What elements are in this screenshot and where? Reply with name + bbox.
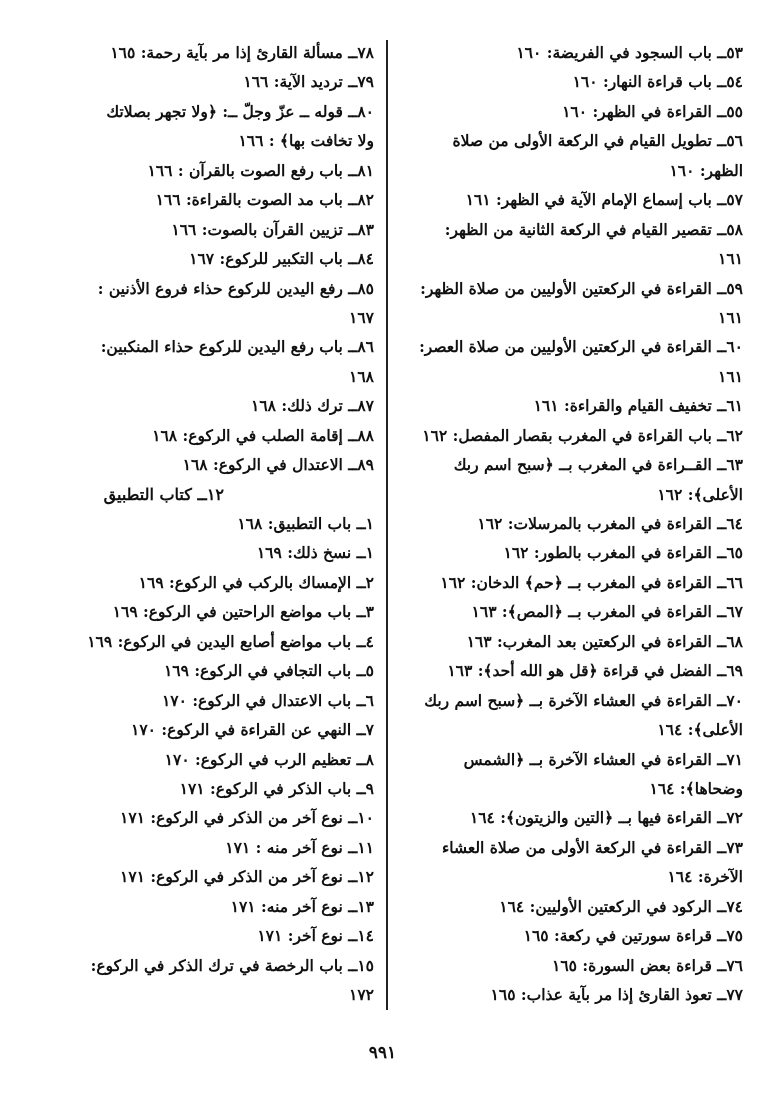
index-entry: ١٥ــ باب الرخصة في ترك الذكر في الركوع: xyxy=(90,955,374,975)
index-entry: ٨ــ تعظيم الرب في الركوع: ١٧٠ xyxy=(164,749,374,769)
index-entry: ١١ــ نوع آخر منه : ١٧١ xyxy=(225,837,374,857)
index-entry-continuation: ١٦٧ xyxy=(349,307,374,327)
index-entry: ٧٩ــ ترديد الآية: ١٦٦ xyxy=(243,72,374,92)
index-entry: ٨٥ــ رفع اليدين للركوع حذاء فروع الأذنين : xyxy=(97,278,374,298)
index-entry: ١ــ باب التطبيق: ١٦٨ xyxy=(237,514,374,533)
index-entry-continuation: ١٦١ xyxy=(718,249,743,269)
index-entry: ٧٢ــ القراءة فيها بــ ﴿التين والزيتون﴾: ١٦٤ xyxy=(469,808,743,828)
page-number: ٩٩١ xyxy=(368,1043,397,1063)
index-entry: ٣ــ باب مواضع الراحتين في الركوع: ١٦٩ xyxy=(112,602,374,622)
index-entry: ٨٧ــ ترك ذلك: ١٦٨ xyxy=(251,396,374,416)
index-entry: ٦٤ــ القراءة في المغرب بالمرسلات: ١٦٢ xyxy=(477,514,743,533)
index-entry-continuation: الآخرة: ١٦٤ xyxy=(667,867,743,887)
index-entry: ٦٠ــ القراءة في الركعتين الأوليين من صلاة العصر: xyxy=(419,337,743,357)
column-divider xyxy=(386,40,388,1010)
index-entry: ٦٥ــ القراءة في المغرب بالطور: ١٦٢ xyxy=(503,543,743,563)
index-entry: ٧٠ــ القراءة في العشاء الآخرة بــ ﴿سبح اسم ربك xyxy=(424,690,743,710)
index-entry: ٨٨ــ إقامة الصلب في الركوع: ١٦٨ xyxy=(152,425,374,445)
index-entry: ١٠ــ نوع آخر من الذكر في الركوع: ١٧١ xyxy=(120,808,374,828)
index-entry-continuation: ولا تخافت بها﴾ : ١٦٦ xyxy=(238,131,374,151)
index-entry: ٥٤ــ باب قراءة النهار: ١٦٠ xyxy=(572,72,743,92)
index-entry: ٦٨ــ القراءة في الركعتين بعد المغرب: ١٦٣ xyxy=(466,631,743,651)
index-entry-continuation: الأعلى﴾: ١٦٤ xyxy=(657,720,743,740)
index-entry-continuation: الظهر: ١٦٠ xyxy=(669,160,743,180)
index-entry: ٥٦ــ تطويل القيام في الركعة الأولى من صلاة xyxy=(452,131,743,151)
index-entry: ٥٩ــ القراءة في الركعتين الأوليين من صلاة الظهر: xyxy=(420,278,743,298)
index-entry: ٦٣ــ القــراءة في المغرب بــ ﴿سبح اسم ربك xyxy=(453,455,743,475)
index-entry: ٨٤ــ باب التكبير للركوع: ١٦٧ xyxy=(189,249,374,269)
index-entry: ٥٥ــ القراءة في الظهر: ١٦٠ xyxy=(562,101,743,121)
index-entry: ٨٣ــ تزيين القرآن بالصوت: ١٦٦ xyxy=(171,219,374,239)
index-entry: ٥٨ــ تقصير القيام في الركعة الثانية من الظهر: xyxy=(444,219,743,239)
index-entry: ٧٦ــ قراءة بعض السورة: ١٦٥ xyxy=(552,955,743,975)
index-entry: ٥٣ــ باب السجود في الفريضة: ١٦٠ xyxy=(516,43,743,62)
index-entry: ٨٢ــ باب مد الصوت بالقراءة: ١٦٦ xyxy=(155,190,374,210)
index-entry-continuation: الأعلى﴾: ١٦٢ xyxy=(657,484,743,504)
section-heading: ١٢ــ كتاب التطبيق xyxy=(103,484,224,504)
index-entry: ٥ــ باب التجافي في الركوع: ١٦٩ xyxy=(163,661,374,681)
index-entry: ١٤ــ نوع آخر: ١٧١ xyxy=(257,926,374,946)
left-column xyxy=(87,38,374,1009)
index-entry-continuation: ١٦٨ xyxy=(349,366,374,386)
index-entry: ٧١ــ القراءة في العشاء الآخرة بــ ﴿الشمس xyxy=(463,749,743,769)
index-entry: ٦ــ باب الاعتدال في الركوع: ١٧٠ xyxy=(161,690,374,710)
index-entry: ٧ــ النهي عن القراءة في الركوع: ١٧٠ xyxy=(131,720,374,740)
index-entry: ٨٠ــ قوله ــ عزّ وجلّ ــ: ﴿ولا تجهر بصلاتك xyxy=(106,101,374,121)
index-entry: ٨٩ــ الاعتدال في الركوع: ١٦٨ xyxy=(182,455,374,475)
index-entry: ٥٧ــ باب إسماع الإمام الآية في الظهر: ١٦١ xyxy=(465,190,743,210)
index-entry: ١٢ــ نوع آخر من الذكر في الركوع: ١٧١ xyxy=(120,867,374,887)
index-entry: ٤ــ باب مواضع أصابع اليدين في الركوع: ١٦٩ xyxy=(87,631,374,651)
index-entry-continuation: ١٦١ xyxy=(718,307,743,327)
index-entry: ٧٧ــ تعوذ القارئ إذا مر بآية عذاب: ١٦٥ xyxy=(490,985,743,1004)
index-entry: ٩ــ باب الذكر في الركوع: ١٧١ xyxy=(179,778,374,798)
index-entry: ٦٢ــ باب القراءة في المغرب بقصار المفصل: ١٦٢ xyxy=(422,425,743,445)
index-entry: ٧٣ــ القراءة في الركعة الأولى من صلاة العشاء xyxy=(442,837,743,857)
index-entry: ٢ــ الإمساك بالركب في الركوع: ١٦٩ xyxy=(138,572,374,592)
index-entry: ٦٩ــ الفضل في قراءة ﴿قل هو الله أحد﴾: ١٦٣ xyxy=(447,661,743,681)
index-entry: ٦٧ــ القراءة في المغرب بــ ﴿المص﴾: ١٦٣ xyxy=(471,602,743,622)
index-entry-continuation: ١٦١ xyxy=(718,366,743,386)
index-entry: ٧٥ــ قراءة سورتين في ركعة: ١٦٥ xyxy=(523,926,743,946)
index-entry-continuation: وضحاها﴾: ١٦٤ xyxy=(649,778,743,798)
index-entry: ١ــ نسخ ذلك: ١٦٩ xyxy=(256,543,374,563)
index-entry: ٦٦ــ القراءة في المغرب بــ ﴿حم﴾ الدخان: ١٦٢ xyxy=(440,572,743,592)
index-entry: ١٣ــ نوع آخر منه: ١٧١ xyxy=(230,896,374,916)
index-entry: ٧٤ــ الركود في الركعتين الأوليين: ١٦٤ xyxy=(499,896,743,916)
index-entry: ٧٨ــ مسألة القارئ إذا مر بآية رحمة: ١٦٥ xyxy=(110,43,374,62)
index-entry-continuation: ١٧٢ xyxy=(349,985,374,1004)
index-entry: ٨١ــ باب رفع الصوت بالقرآن : ١٦٦ xyxy=(147,160,374,180)
index-entry: ٨٦ــ باب رفع اليدين للركوع حذاء المنكبين: xyxy=(100,337,374,357)
index-entry: ٦١ــ تخفيف القيام والقراءة: ١٦١ xyxy=(533,396,743,416)
right-column xyxy=(395,38,743,1009)
